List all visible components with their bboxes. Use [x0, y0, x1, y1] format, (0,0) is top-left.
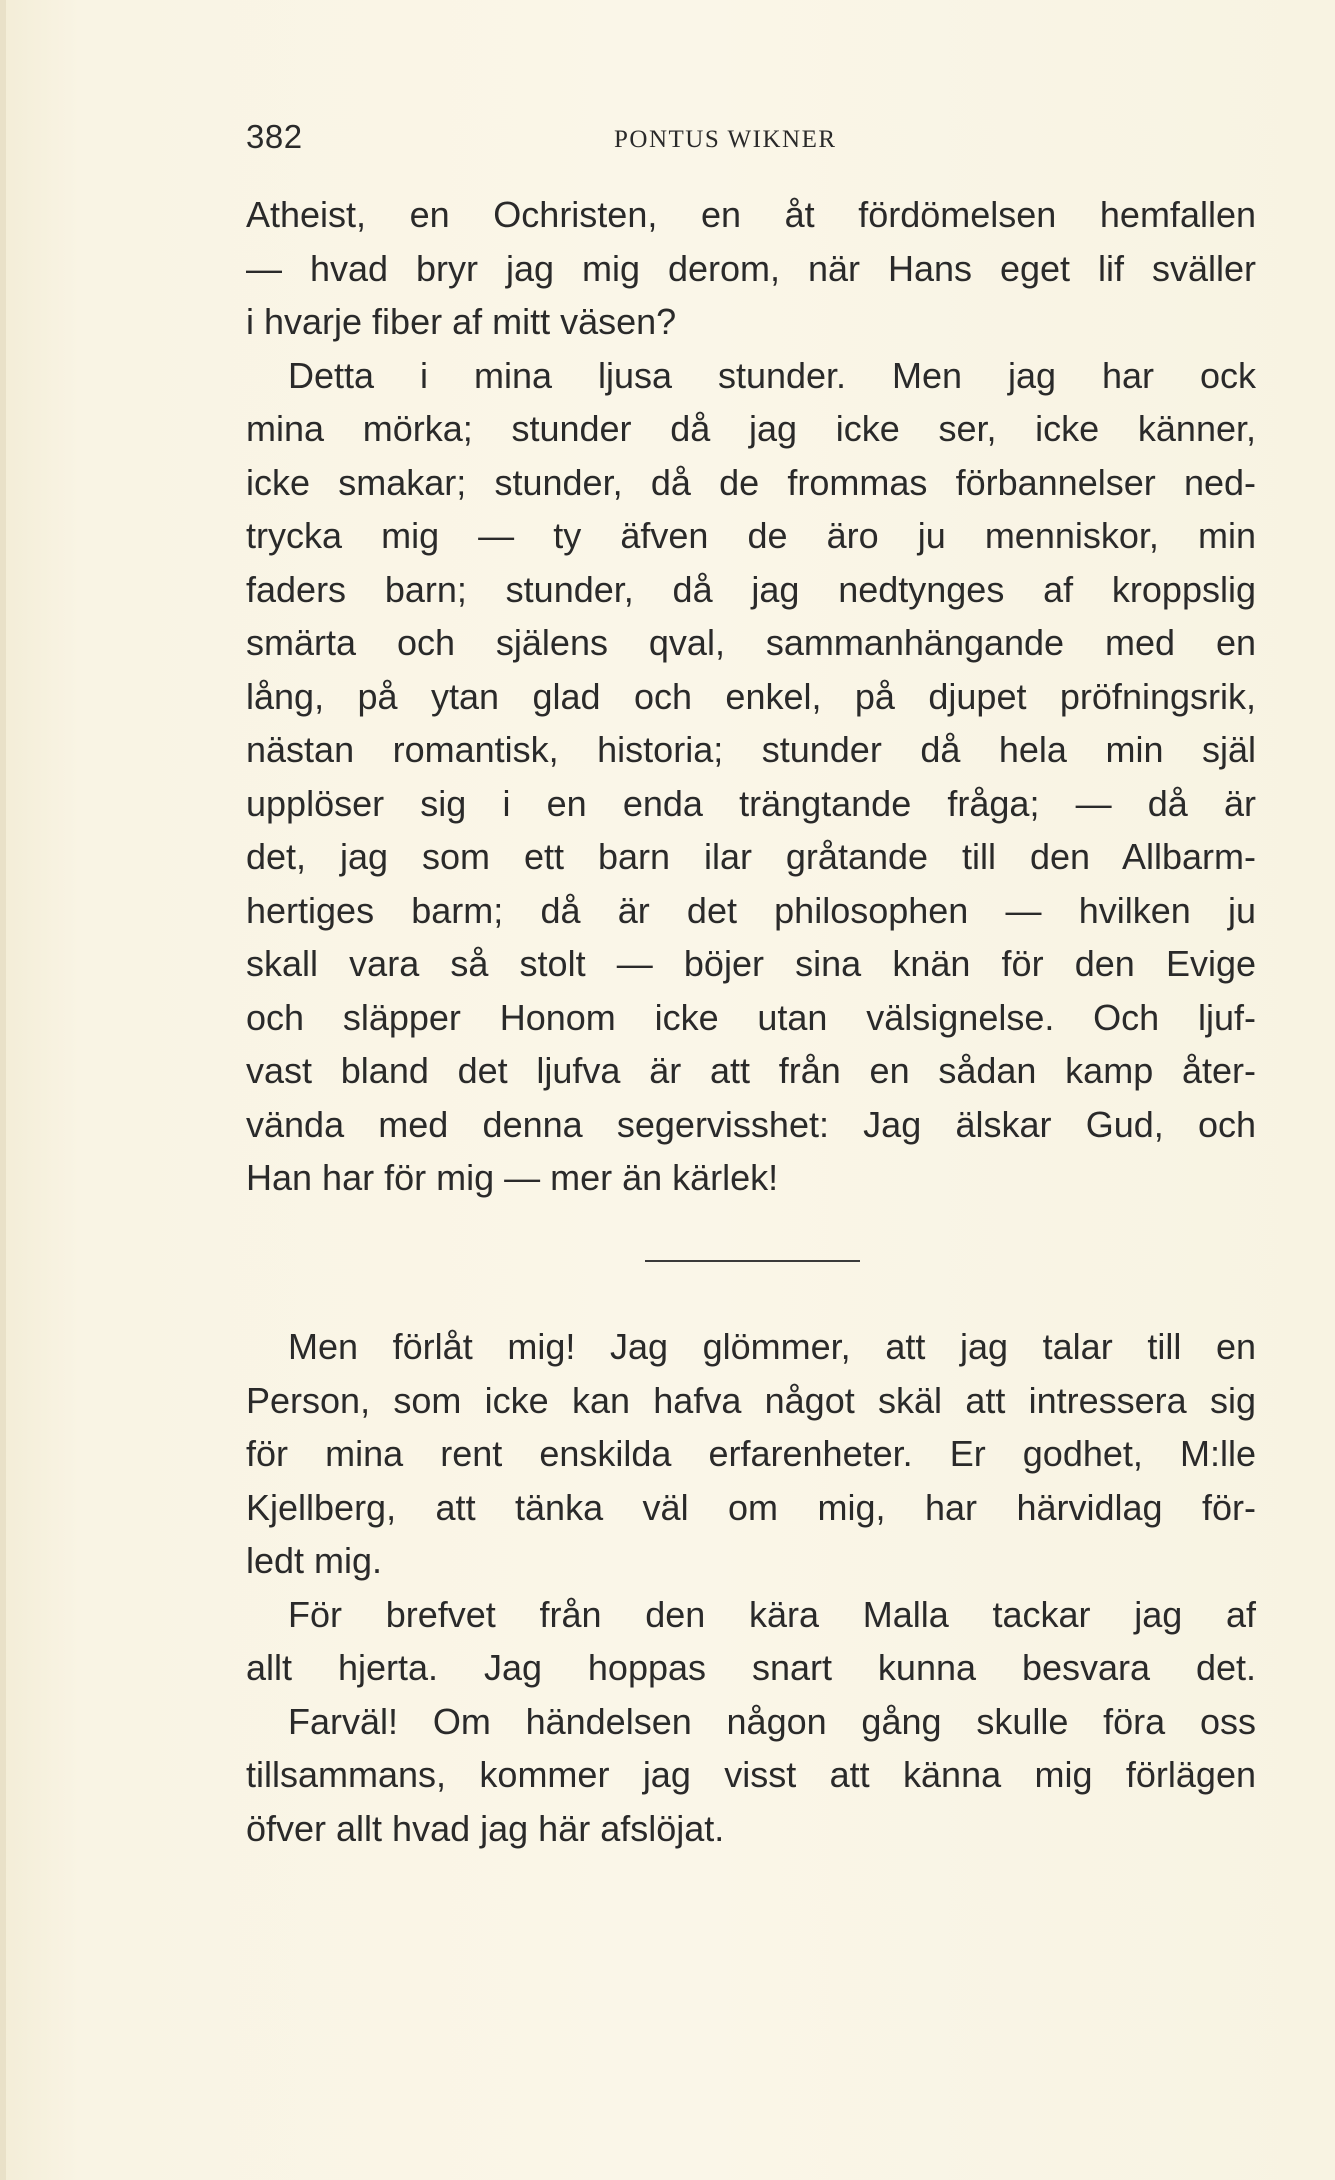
running-head: PONTUS WIKNER	[614, 126, 837, 153]
text-line: för mina rent enskilda erfarenheter. Er godhet, M:lle	[246, 1433, 1256, 1474]
text-line: faders barn; stunder, då jag nedtynges af kroppslig	[246, 568, 1256, 610]
text-line: lång, på ytan glad och enkel, på djupet pröfningsrik,	[246, 675, 1256, 717]
text-section-2	[246, 1320, 1256, 1855]
text-line: Han har för mig — mer än kärlek!	[246, 1157, 779, 1198]
text-line: ledt mig.	[246, 1540, 383, 1581]
text-line: vast bland det ljufva är att från en sådan kamp åter-	[246, 1050, 1256, 1091]
text-line: upplöser sig i en enda trängtande fråga; — då är	[246, 782, 1256, 824]
text-line: vända med denna segervisshet: Jag älskar Gud, och	[246, 1103, 1256, 1145]
text-line: mina mörka; stunder då jag icke ser, icke känner,	[246, 408, 1256, 449]
text-line: trycka mig — ty äfven de äro ju menniskor, min	[246, 515, 1256, 556]
text-line: skall vara så stolt — böjer sina knän för den Evige	[246, 943, 1256, 984]
text-line: — hvad bryr jag mig derom, när Hans eget lif sväller	[246, 247, 1256, 289]
text-line: hertiges barm; då är det philosophen — hvilken ju	[246, 889, 1256, 931]
text-line: icke smakar; stunder, då de frommas förbannelser ned-	[246, 461, 1256, 503]
text-line: Farväl! Om händelsen någon gång skulle föra oss	[288, 1700, 1256, 1742]
text-line: Men förlåt mig! Jag glömmer, att jag talar till en	[288, 1326, 1256, 1367]
text-section-1	[246, 188, 1256, 1205]
page-edge	[0, 0, 6, 2180]
text-line: smärta och själens qval, sammanhängande med en	[246, 622, 1256, 663]
text-line: För brefvet från den kära Malla tackar jag af	[288, 1593, 1256, 1635]
page-number: 382	[246, 118, 303, 155]
text-line: och släpper Honom icke utan välsignelse. Och ljuf-	[246, 996, 1256, 1038]
text-line: Atheist, en Ochristen, en åt fördömelsen hemfallen	[246, 194, 1256, 235]
text-line: öfver allt hvad jag här afslöjat.	[246, 1807, 725, 1849]
page-header	[246, 118, 1256, 168]
text-line: allt hjerta. Jag hoppas snart kunna besvara det.	[246, 1647, 1256, 1688]
text-line: Kjellberg, att tänka väl om mig, har härvidlag för-	[246, 1486, 1256, 1528]
text-line: Detta i mina ljusa stunder. Men jag har ock	[288, 354, 1256, 396]
text-line: det, jag som ett barn ilar gråtande till den Allbarm-	[246, 836, 1256, 877]
text-line: nästan romantisk, historia; stunder då hela min själ	[246, 729, 1256, 770]
text-line: i hvarje fiber af mitt väsen?	[246, 301, 677, 342]
text-line: tillsammans, kommer jag visst att känna mig förlägen	[246, 1754, 1256, 1795]
text-line: Person, som icke kan hafva något skäl att intressera sig	[246, 1379, 1256, 1421]
section-divider	[645, 1260, 860, 1262]
